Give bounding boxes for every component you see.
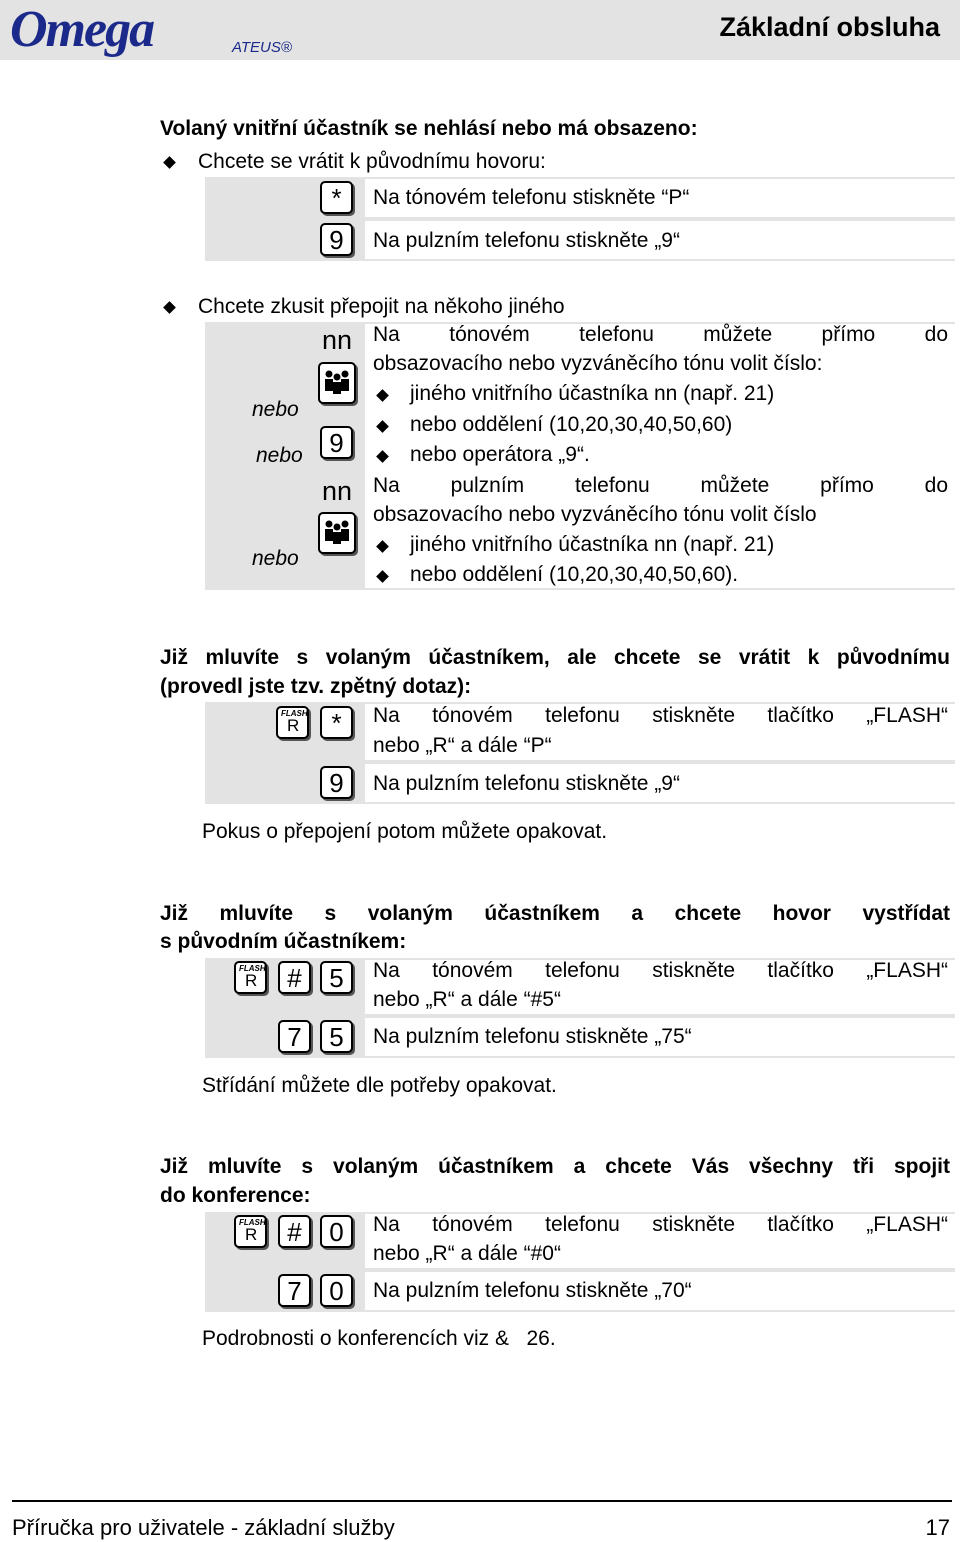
row-pulse-text: Na pulzním telefonu stiskněte „9“	[373, 772, 680, 795]
row-tone-text: Na tónovém telefonu stiskněte “P“	[373, 186, 690, 209]
tone-line2: obsazovacího nebo vyzváněcího tónu volit číslo:	[373, 352, 823, 375]
flash-key-icon: FLASH R	[276, 706, 309, 739]
nebo-label: nebo	[252, 398, 299, 421]
department-key-icon	[318, 512, 356, 554]
section3-heading: Již mluvíte s volaným účastníkem a chcete hovor vystřídat	[160, 902, 950, 925]
row-pulse-text: Na pulzním telefonu stiskněte „9“	[373, 229, 680, 252]
section4-heading: Již mluvíte s volaným účastníkem a chcete Vás všechny tři spojit	[160, 1155, 950, 1178]
nebo-label: nebo	[252, 547, 299, 570]
svg-text:ATEUS®: ATEUS®	[232, 39, 292, 56]
nn-label: nn	[322, 476, 353, 506]
row-flash-text-cont: nebo „R“ a dále “P“	[373, 734, 552, 757]
row-flash-text: Na tónovém telefonu stiskněte tlačítko „FLASH“	[373, 1213, 948, 1236]
zero-key-icon: 0	[320, 1274, 353, 1307]
row-flash-text: Na tónovém telefonu stiskněte tlačítko „FLASH“	[373, 704, 948, 727]
five-key-icon: 5	[320, 1020, 353, 1053]
seven-key-icon: 7	[278, 1020, 311, 1053]
pulse-bullet2: nebo oddělení (10,20,30,40,50,60).	[410, 563, 739, 586]
bullet-icon	[163, 156, 176, 169]
page-number: 17	[925, 1515, 950, 1540]
row-flash-text-cont: nebo „R“ a dále “#5“	[373, 988, 561, 1011]
tone-bullet1: jiného vnitřního účastníka nn (např. 21)	[410, 382, 775, 405]
pulse-line1: Na pulzním telefonu můžete přímo do	[373, 474, 948, 497]
section3-note: Střídání můžete dle potřeby opakovat.	[202, 1074, 557, 1097]
section3-heading-cont: s původním účastníkem:	[160, 930, 407, 953]
section1-heading: Volaný vnitřní účastník se nehlásí nebo má obsazeno:	[160, 117, 698, 140]
star-key-icon: *	[320, 706, 353, 739]
nine-key-icon: 9	[320, 426, 353, 459]
row-pulse-text: Na pulzním telefonu stiskněte „70“	[373, 1279, 692, 1302]
section2-heading-cont: (provedl jste tzv. zpětný dotaz):	[160, 675, 472, 698]
row-flash-text-cont: nebo „R“ a dále “#0“	[373, 1242, 561, 1265]
pulse-bullet1: jiného vnitřního účastníka nn (např. 21)	[410, 533, 775, 556]
five-key-icon: 5	[320, 961, 353, 994]
section1-bullet2: Chcete zkusit přepojit na někoho jiného	[198, 295, 565, 318]
row-flash-text: Na tónovém telefonu stiskněte tlačítko „FLASH“	[373, 959, 948, 982]
section2-heading: Již mluvíte s volaným účastníkem, ale chcete se vrátit k původnímu	[160, 646, 950, 669]
nine-key-icon: 9	[320, 223, 353, 256]
tone-bullet3: nebo operátora „9“.	[410, 443, 590, 466]
tone-line1: Na tónovém telefonu můžete přímo do	[373, 323, 948, 346]
section2-note: Pokus o přepojení potom můžete opakovat.	[202, 820, 608, 843]
zero-key-icon: 0	[320, 1215, 353, 1248]
section4-heading-cont: do konference:	[160, 1184, 311, 1207]
hash-key-icon: #	[278, 1215, 311, 1248]
pulse-line2: obsazovacího nebo vyzváněcího tónu volit číslo	[373, 503, 817, 526]
flash-key-icon: FLASH R	[234, 961, 267, 994]
row-pulse-text: Na pulzním telefonu stiskněte „75“	[373, 1025, 692, 1048]
section1-bullet1: Chcete se vrátit k původnímu hovoru:	[198, 150, 546, 173]
tone-bullet2: nebo oddělení (10,20,30,40,50,60)	[410, 413, 733, 436]
footer-title: Příručka pro uživatele - základní služby	[12, 1515, 395, 1540]
svg-text:Omega: Omega	[10, 2, 154, 58]
flash-key-icon: FLASH R	[234, 1215, 267, 1248]
nine-key-icon: 9	[320, 766, 353, 799]
section4-note: Podrobnosti o konferencích viz & 26.	[202, 1327, 556, 1350]
omega-ateus-logo	[10, 2, 310, 58]
bullet-icon	[163, 301, 176, 314]
star-key-icon: *	[320, 181, 353, 214]
hash-key-icon: #	[278, 961, 311, 994]
footer-divider	[12, 1500, 952, 1502]
header-title: Základní obsluha	[719, 12, 940, 42]
nn-label: nn	[322, 325, 353, 355]
seven-key-icon: 7	[278, 1274, 311, 1307]
department-key-icon	[318, 362, 356, 404]
nebo-label: nebo	[256, 444, 303, 467]
